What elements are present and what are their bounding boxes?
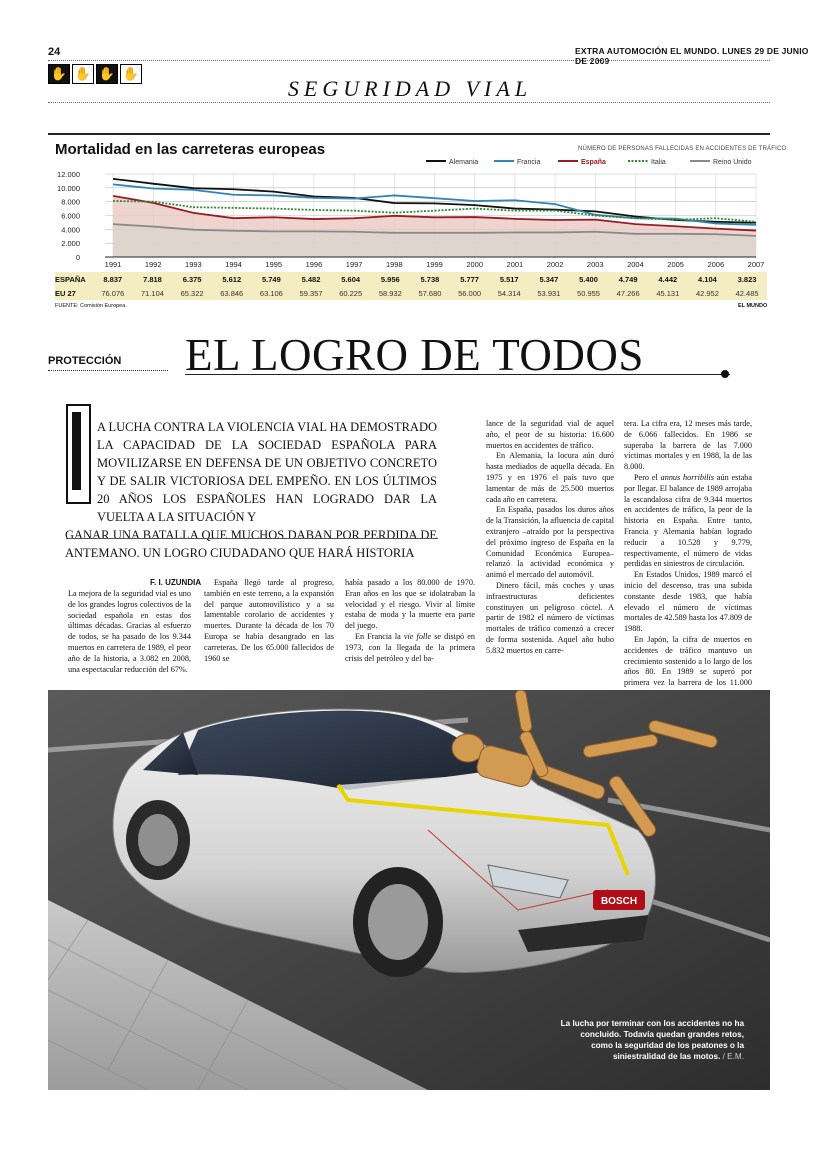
table-cell: 5.347	[539, 274, 559, 284]
y-axis	[57, 170, 80, 262]
top-divider	[48, 60, 770, 61]
y-tick-label: 10.000	[57, 183, 80, 193]
chart-source: FUENTE: Comisión Europea.	[55, 303, 127, 309]
caption-text: La lucha por terminar con los accidentes no ha concluido. Todavía quedan grandes retos, como la seguridad de los peatones o la siniestralidad de las motos.	[560, 1019, 744, 1061]
paragraph: había pasado a los 80.000 de 1970. Eran años en los que se idolatraban la velocidad y el riesgo. Vivir al límite estaba de moda y la muerte era parte del juego.	[345, 578, 475, 631]
x-tick-label: 1994	[225, 260, 242, 269]
table-cell: 5.517	[499, 274, 519, 284]
table-cell: 5.612	[222, 274, 242, 284]
table-cell: 42.485	[735, 288, 759, 298]
headline: EL LOGRO DE TODOS	[185, 330, 644, 380]
photo-caption	[560, 1018, 744, 1062]
table-cell: 6.375	[182, 274, 202, 284]
lede-part-2: GANAR UNA BATALLA QUE MUCHOS DABAN POR PERDIDA DE ANTEMANO. UN LOGRO CIUDADANO QUE HARÁ HISTORIA	[65, 528, 437, 560]
page-number: 24	[48, 46, 61, 58]
hand-icon: ✋	[48, 64, 70, 84]
table-cell: 56.000	[458, 288, 482, 298]
lede	[65, 418, 437, 562]
y-tick-label: 6.000	[61, 211, 80, 221]
paragraph: En Alemania, la locura aún duró hasta mediados de aquella década. En 1975 y en 1976 el país tuvo que lamentar de más de 25.500 muertos cada año en carretera.	[486, 451, 614, 504]
table-cell: 58.932	[378, 288, 402, 298]
headline-dot	[721, 370, 729, 378]
hand-icon: ✋	[96, 64, 118, 84]
paragraph: lance de la seguridad vial de aquel año, el peor de su historia: 16.600 muertos en accidentes de tráfico.	[486, 419, 614, 450]
table-cell: 5.604	[341, 274, 361, 284]
paragraph: La mejora de la seguridad vial es uno de los grandes logros colectivos de la sociedad española en estas dos últimas décadas. Gracias al esfuerzo de todos, se ha pasado de los 9.344 muertos en carretera de 1989, el peor año de la historia, a 3.082 en 2008, una espectacular reducción del 67%.	[68, 589, 191, 674]
x-tick-label: 1995	[265, 260, 283, 269]
paragraph: En Estados Unidos, 1989 marcó el inicio del descenso, tras una subida constante desde 1983, que había elevado el número de víctimas mortales de 42.589 hasta los 47.809 de 1988.	[624, 570, 752, 634]
lede-part-1: A LUCHA CONTRA LA VIOLENCIA VIAL HA DEMOSTRADO LA CAPACIDAD DE LA SOCIEDAD ESPAÑOLA PARA MOVILIZARSE EN DEFENSA DE UN OBJETIVO CONCRETO Y DE SALIR VICTORIOSA DEL EMPEÑO. EN LOS ÚLTIMOS 20 AÑOS LOS ESPAÑOLES HAN LOGRADO DAR LA VUELTA A LA SITUACIÓN Y	[97, 420, 437, 524]
x-tick-label: 2007	[747, 260, 765, 269]
table-cell: 53.931	[537, 288, 561, 298]
table-cell: 59.357	[299, 288, 323, 298]
chart-legend	[426, 159, 752, 166]
paragraph: tera. La cifra era, 12 meses más tarde, de 6.066 fallecidos. En 1986 se superaba la barrera de las 7.000 víctimas mortales y en 1988, la de las 8.000.	[624, 419, 752, 472]
hand-icon: ✋	[72, 64, 94, 84]
x-tick-label: 2003	[586, 260, 604, 269]
paragraph: Pero el annus horribilis aún estaba por llegar. El balance de 1989 arrojaba la escandalosa cifra de 9.344 muertos en accidentes de tráfico, la peor de la historia en España. Entre tanto, Francia y Alemania habían logrado reducir a 10.528 y 9.779, respectivamente, el número de vidas perdidas en siniestros de circulación.	[624, 472, 752, 569]
x-tick-label: 1992	[144, 260, 162, 269]
legend-label: Alemania	[449, 159, 479, 166]
photo-credit: / E.M.	[722, 1052, 744, 1061]
table-row-espana	[55, 272, 767, 286]
byline: F. I. UZUNDIA	[150, 578, 202, 587]
table-cell: 60.225	[339, 288, 363, 298]
column-3	[345, 578, 475, 664]
chart-credit: EL MUNDO	[738, 303, 768, 309]
x-tick-label: 1991	[104, 260, 122, 269]
table-cell: 54.314	[497, 288, 521, 298]
table-cell: 50.955	[577, 288, 600, 298]
line-chart	[48, 155, 770, 273]
drop-cap-l	[66, 404, 91, 504]
chart-top-rule	[48, 133, 770, 135]
column-4	[486, 419, 614, 657]
y-tick-label: 12.000	[57, 170, 80, 179]
paragraph: España llegó tarde al progreso, también en este terreno, a la expansión del parque automovilístico y a su lamentable corolario de accidentes y muertes. Durante la década de los 70 Europa se había desangrado en las carreteras. De los 65.000 fallecidos de 1960 se	[204, 578, 334, 663]
x-tick-label: 1998	[385, 260, 403, 269]
table-cell: 65.322	[180, 288, 204, 298]
y-tick-label: 2.000	[61, 239, 80, 249]
column-2	[204, 578, 334, 664]
table-row-eu27	[55, 286, 767, 300]
table-cell: 7.818	[143, 274, 162, 284]
paragraph: En Japón, la cifra de muertos en accidentes de tráfico mantuvo un crecimiento sostenido a lo largo de los años 80. En 1989 se superó por primera vez la barrera de los 11.000	[624, 634, 752, 688]
y-tick-label: 0	[75, 253, 80, 262]
hand-icon: ✋	[120, 64, 142, 84]
table-cell: 4.442	[658, 274, 678, 284]
table-cell: 76.076	[101, 288, 125, 298]
x-tick-label: 1996	[305, 260, 323, 269]
chart-title: Mortalidad en las carreteras europeas	[55, 141, 326, 158]
x-tick-label: 1997	[345, 260, 363, 269]
x-tick-label: 1999	[426, 260, 443, 269]
brand-badge: BOSCH	[600, 896, 638, 907]
x-tick-label: 2005	[667, 260, 684, 269]
x-tick-label: 2002	[546, 260, 564, 269]
table-cell: 5.749	[261, 274, 281, 284]
table-cell: 5.777	[460, 274, 479, 284]
chart-subtitle: NÚMERO DE PERSONAS FALLECIDAS EN ACCIDENTES DE TRÁFICO	[578, 146, 787, 152]
y-tick-label: 4.000	[61, 225, 80, 235]
paragraph: En Francia la vie folle se disipó en 1973, con la llegada de la primera crisis del petróleo y del ba-	[345, 631, 475, 663]
row-label: EU 27	[55, 288, 76, 298]
table-cell: 57.680	[418, 288, 442, 298]
kicker-rule	[48, 370, 168, 371]
section-title: SEGURIDAD VIAL	[287, 76, 533, 101]
headline-rule	[185, 374, 730, 375]
table-cell: 4.749	[618, 274, 638, 284]
table-cell: 5.482	[301, 274, 321, 284]
table-cell: 71.104	[140, 288, 164, 298]
column-5	[624, 419, 752, 700]
column-1	[68, 589, 191, 675]
table-cell: 45.131	[656, 288, 680, 298]
table-cell: 5.400	[579, 274, 598, 284]
table-cell: 42.952	[695, 288, 719, 298]
section-divider	[48, 102, 770, 103]
legend-label: Reino Unido	[713, 159, 752, 166]
y-tick-label: 8.000	[61, 197, 80, 207]
x-tick-label: 2000	[466, 260, 484, 269]
legend-label: Francia	[517, 159, 541, 166]
x-tick-label: 2004	[627, 260, 644, 269]
table-cell: 5.956	[380, 274, 400, 284]
paragraph: En España, pasados los duros años de la Transición, la afluencia de capital extranjero –atraído por la perspectiva del próximo ingreso de España en la Comunidad Económica Europea– relanzó la actividad económica y animó el mercado del automóvil.	[486, 505, 614, 580]
legend-label: Italia	[651, 159, 666, 166]
x-tick-label: 2006	[707, 260, 725, 269]
table-cell: 63.846	[220, 288, 244, 298]
x-tick-label: 2001	[506, 260, 524, 269]
table-cell: 8.837	[103, 274, 123, 284]
kicker: PROTECCIÓN	[48, 355, 122, 367]
lede-rule	[66, 538, 438, 539]
table-cell: 5.738	[420, 274, 440, 284]
paragraph: Dinero fácil, más coches y unas infraestructuras deficientes constituyen un peligroso cóctel. A partir de 1982 el número de víctimas mortales de tráfico comenzó a crecer de forma sostenida. Aquel año hubo 5.832 muertos en carre-	[486, 580, 614, 655]
x-tick-label: 1993	[185, 260, 202, 269]
table-cell: 47.266	[616, 288, 640, 298]
table-cell: 4.104	[698, 274, 717, 284]
table-cell: 3.823	[737, 274, 757, 284]
page-header: EXTRA AUTOMOCIÓN EL MUNDO. LUNES 29 DE JUNIO DE 2009	[575, 46, 809, 66]
legend-label: España	[581, 159, 606, 166]
row-label: ESPAÑA	[55, 274, 86, 284]
table-cell: 63.106	[259, 288, 283, 298]
